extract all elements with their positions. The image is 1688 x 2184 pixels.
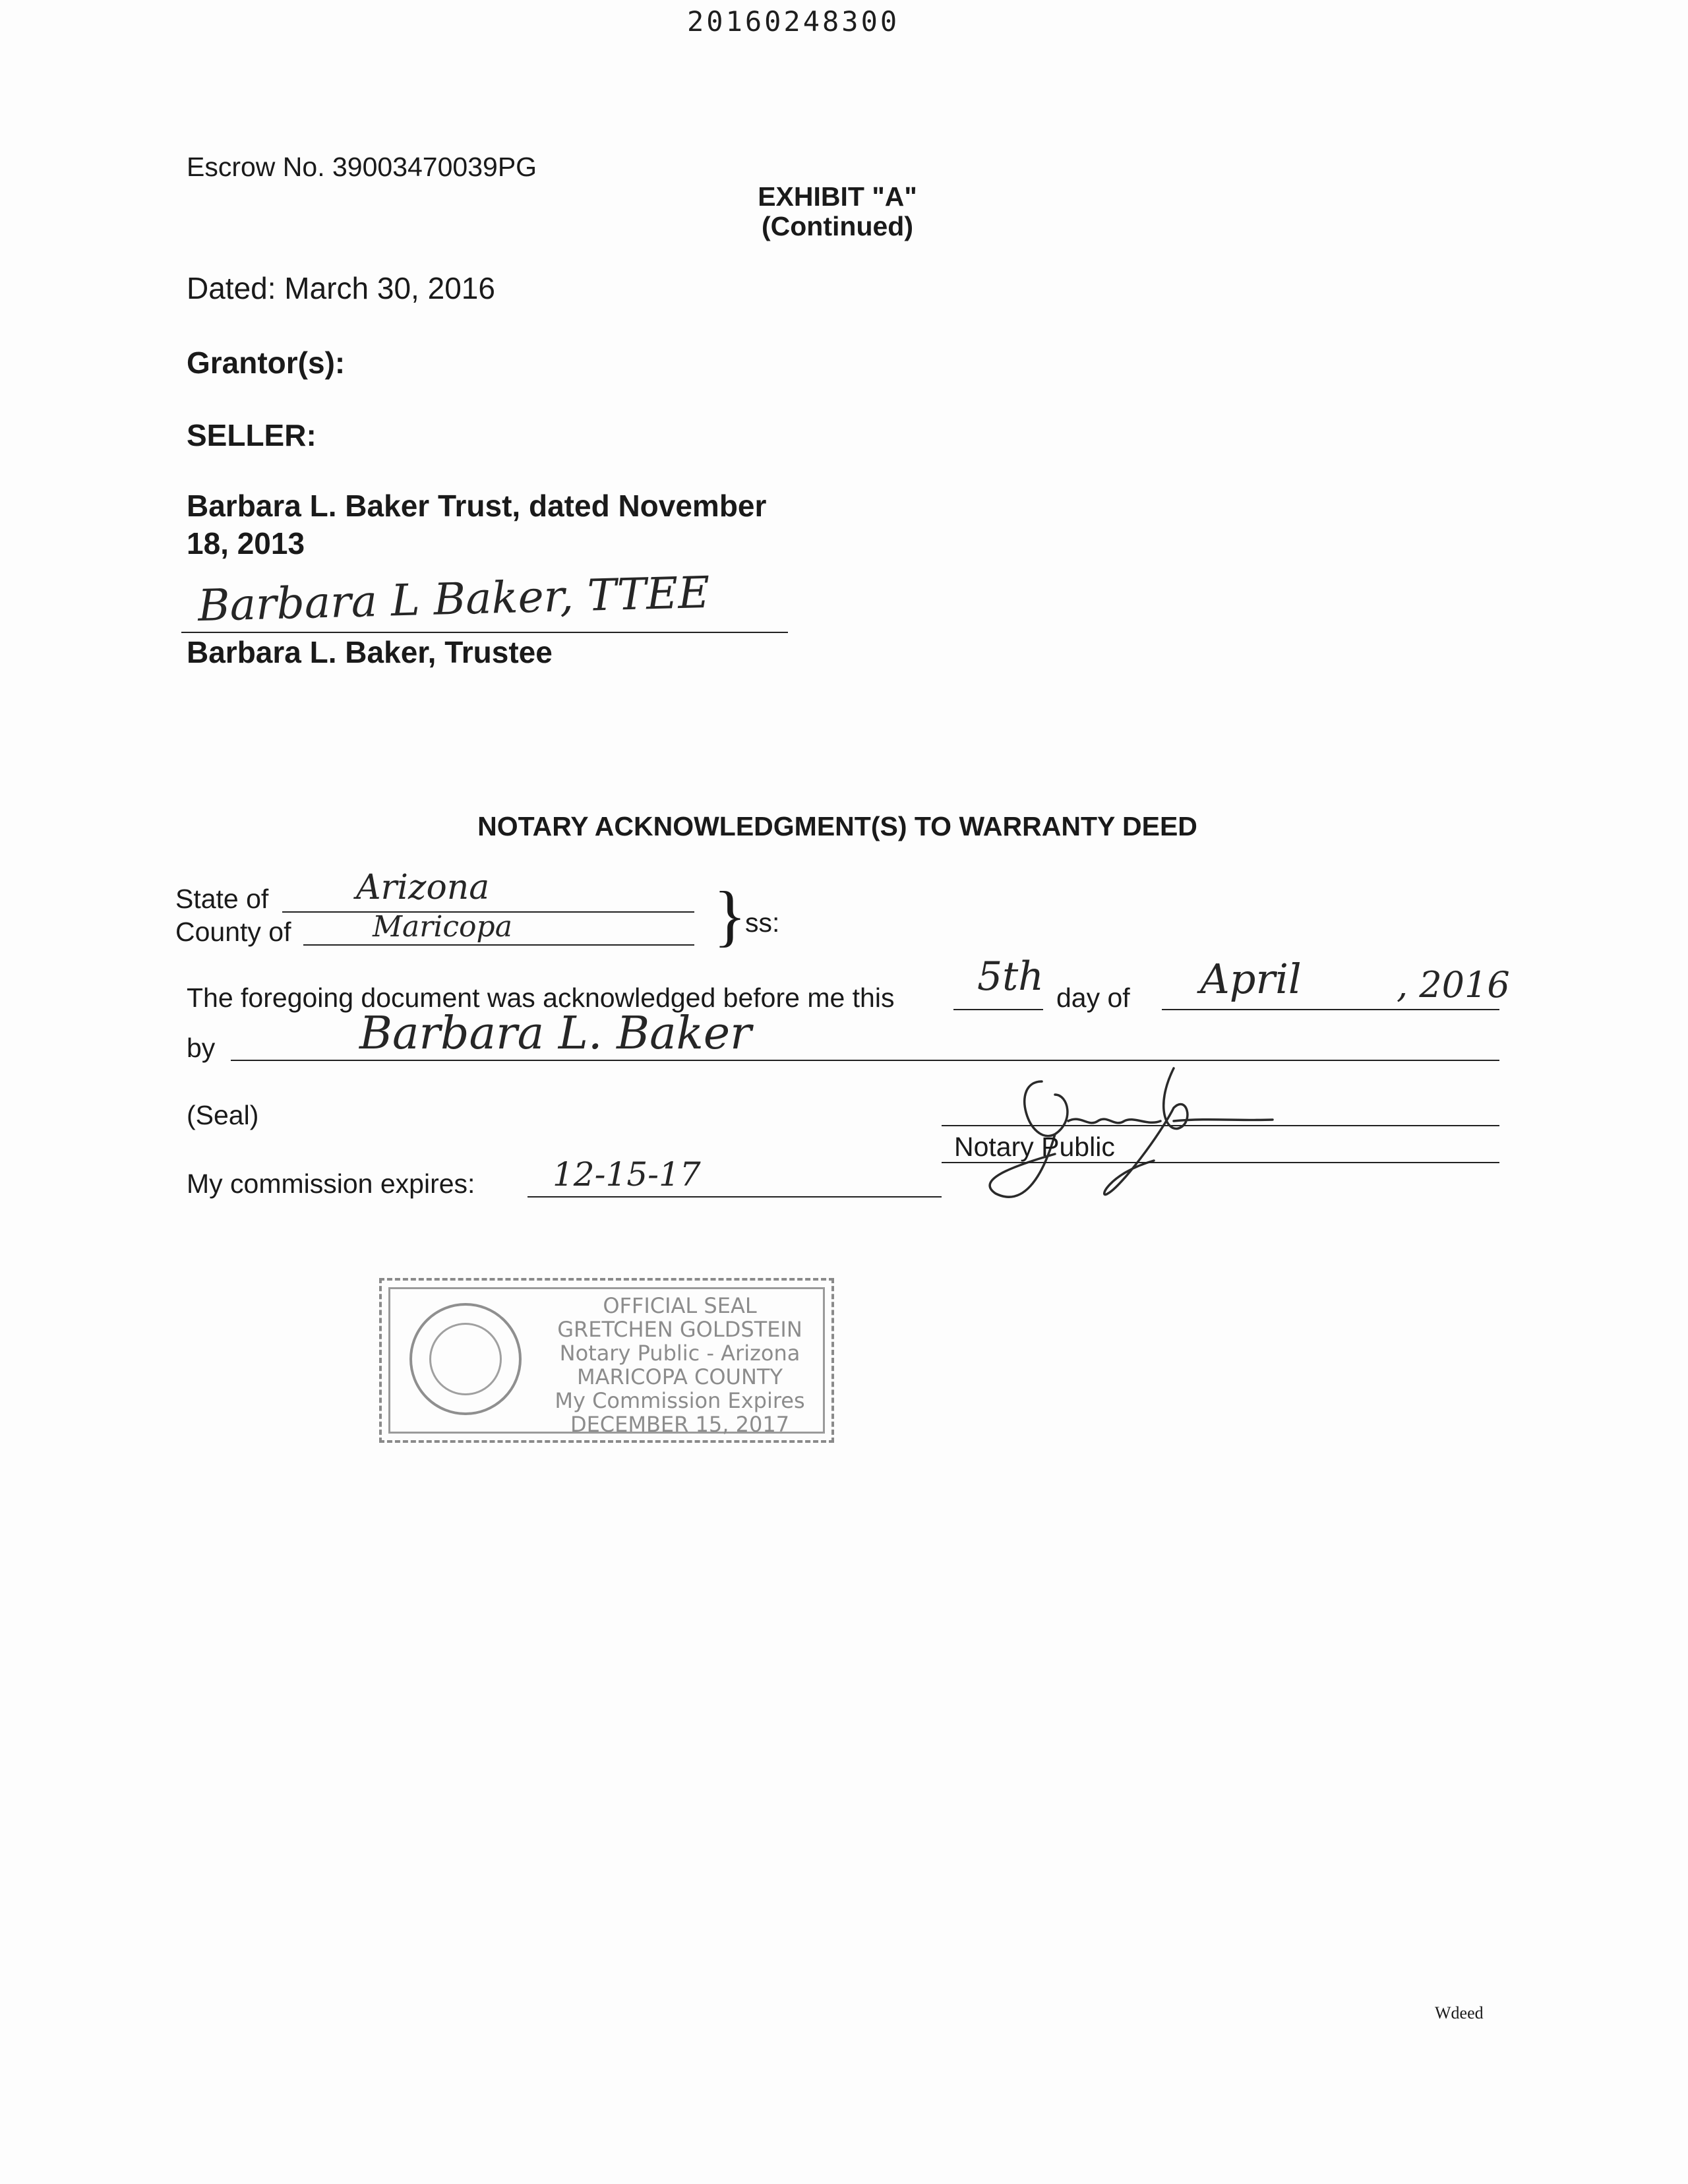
form-code: Wdeed [1435,2003,1484,2022]
by-line [231,1060,1499,1061]
by-value: Barbara L. Baker [359,1008,752,1060]
grantors-label: Grantor(s): [187,346,346,380]
acknowledged-text: The foregoing document was acknowledged before me this [187,983,895,1013]
commission-label: My commission expires: [187,1168,475,1199]
notary-public-line [942,1162,1499,1163]
county-value: Maricopa [373,910,512,944]
day-of-label: day of [1056,983,1130,1013]
by-label: by [187,1033,216,1063]
year-value: , 2016 [1397,964,1510,1006]
notary-public-label: Notary Public [954,1132,1115,1162]
escrow-number: Escrow No. 39003470039PG [187,152,537,182]
trustee-signature-line [181,632,788,633]
notary-heading: NOTARY ACKNOWLEDGMENT(S) TO WARRANTY DEED [477,811,1197,841]
day-line [953,1009,1043,1010]
trust-name-line2: 18, 2013 [187,526,305,561]
exhibit-title: EXHIBIT "A" [758,181,917,212]
commission-line [528,1196,942,1198]
official-seal-stamp [379,1278,834,1443]
recording-number: 20160248300 [687,5,900,38]
seller-label: SELLER: [187,418,316,452]
dated-line: Dated: March 30, 2016 [187,271,495,305]
seal-line-3: Notary Public - Arizona [559,1341,800,1366]
state-seal-emblem-icon [409,1303,522,1415]
brace: } [713,878,746,954]
commission-value: 12-15-17 [553,1155,701,1194]
trust-name-line1: Barbara L. Baker Trust, dated November [187,489,767,523]
seal-line-1: OFFICIAL SEAL [603,1293,757,1318]
exhibit-subtitle: (Continued) [762,211,913,241]
county-label: County of [175,917,291,947]
month-year-line [1162,1009,1499,1010]
month-value: April [1200,955,1302,1003]
day-value: 5th [977,954,1044,1000]
state-label: State of [175,884,269,914]
trustee-caption: Barbara L. Baker, Trustee [187,635,553,669]
seal-line-4: MARICOPA COUNTY [577,1364,783,1389]
seal-label: (Seal) [187,1100,259,1130]
seal-line-2: GRETCHEN GOLDSTEIN [557,1317,802,1342]
county-line [303,944,694,946]
venue-ss: ss: [745,907,780,938]
trustee-signature: Barbara L Baker, TTEE [197,566,711,632]
seal-line-6: DECEMBER 15, 2017 [570,1412,790,1437]
official-seal-text [535,1294,825,1436]
state-value: Arizona [356,868,490,907]
seal-line-5: My Commission Expires [555,1388,805,1413]
